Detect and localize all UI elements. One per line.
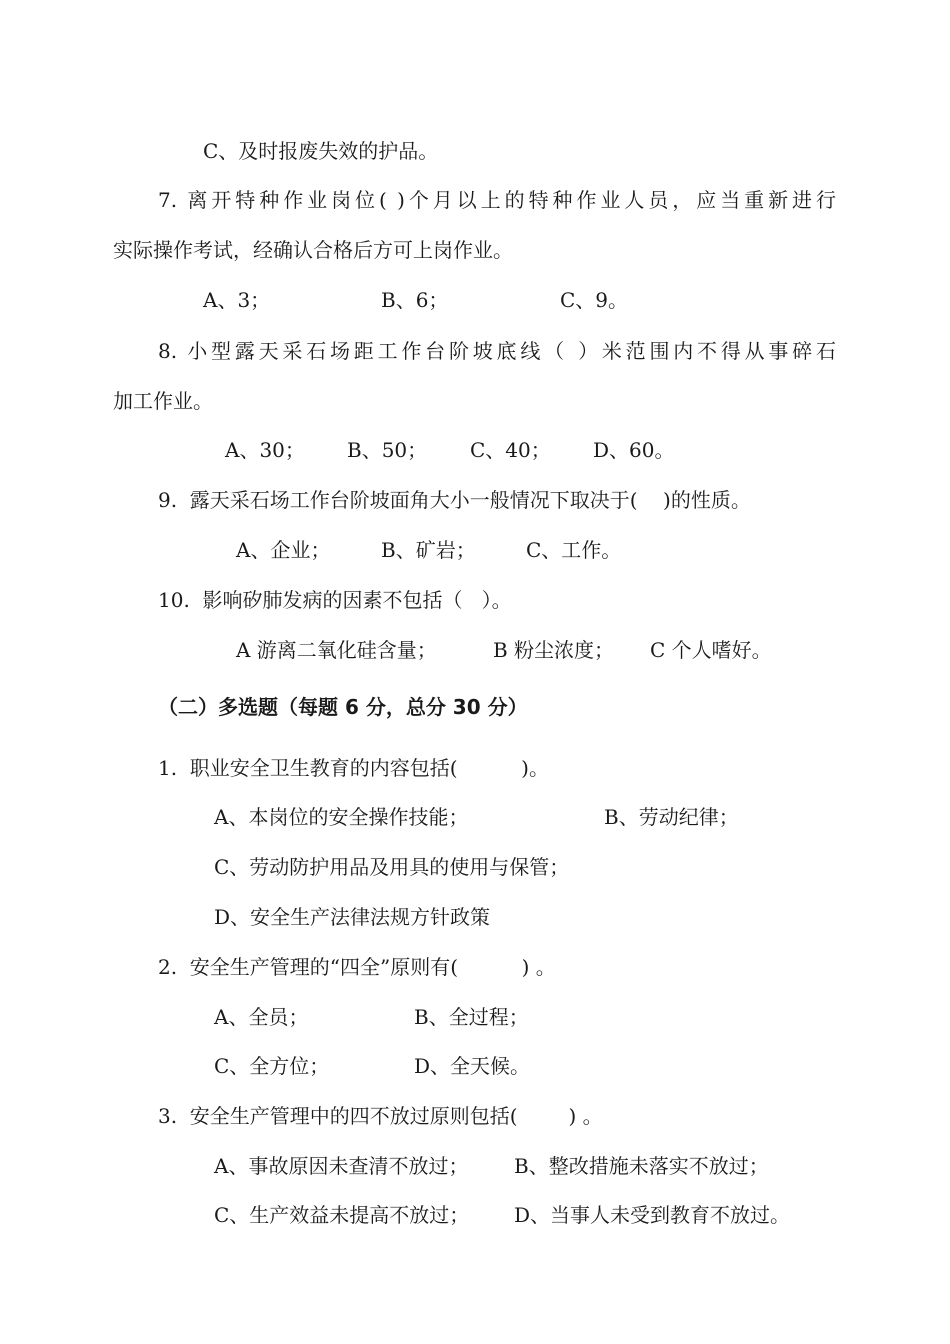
q9-option-c: C、工作。 xyxy=(526,538,622,562)
m3-stem: 3. 安全生产管理中的四不放过原则包括( ) 。 xyxy=(158,1104,603,1128)
q10-stem: 10. 影响矽肺发病的因素不包括（ ）。 xyxy=(158,588,512,612)
q8-stem-line1: 8. 小型露天采石场距工作台阶坡底线（ ）米范围内不得从事碎石 xyxy=(158,339,836,363)
q10-option-a: A 游离二氧化硅含量； xyxy=(236,638,437,662)
q9-stem: 9. 露天采石场工作台阶坡面角大小一般情况下取决于( )的性质。 xyxy=(158,488,751,512)
m3-option-a: A、事故原因未查清不放过； xyxy=(214,1154,469,1178)
q7-stem-line2: 实际操作考试，经确认合格后方可上岗作业。 xyxy=(113,238,513,262)
m3-option-d: D、当事人未受到教育不放过。 xyxy=(514,1203,791,1227)
q6-option-c: C、及时报废失效的护品。 xyxy=(203,139,439,163)
q9-option-b: B、矿岩； xyxy=(381,538,476,562)
m1-stem: 1. 职业安全卫生教育的内容包括( )。 xyxy=(158,756,549,780)
q8-option-d: D、60。 xyxy=(593,438,675,462)
m2-option-a: A、全员； xyxy=(214,1005,309,1029)
q8-option-c: C、40； xyxy=(470,438,551,462)
m1-option-a: A、本岗位的安全操作技能； xyxy=(214,805,469,829)
q10-option-c: C 个人嗜好。 xyxy=(650,638,772,662)
q7-option-a: A、3； xyxy=(203,288,271,312)
m2-option-c: C、全方位； xyxy=(214,1054,330,1078)
section-title-multiple-choice: （二）多选题（每题 6 分，总分 30 分） xyxy=(158,695,528,719)
q8-option-b: B、50； xyxy=(347,438,428,462)
q7-option-c: C、9。 xyxy=(560,288,629,312)
q10-option-b: B 粉尘浓度； xyxy=(493,638,615,662)
m2-stem: 2. 安全生产管理的“四全”原则有( ) 。 xyxy=(158,955,556,979)
q9-option-a: A、企业； xyxy=(236,538,331,562)
m3-option-c: C、生产效益未提高不放过； xyxy=(214,1203,470,1227)
m2-option-b: B、全过程； xyxy=(414,1005,529,1029)
q8-stem-line2: 加工作业。 xyxy=(113,389,213,413)
m2-option-d: D、全天候。 xyxy=(414,1054,531,1078)
q8-option-a: A、30； xyxy=(225,438,305,462)
m1-option-d: D、安全生产法律法规方针政策 xyxy=(214,905,491,929)
q7-stem-line1: 7. 离开特种作业岗位( )个月以上的特种作业人员，应当重新进行 xyxy=(158,188,836,212)
q7-option-b: B、6； xyxy=(381,288,449,312)
m3-option-b: B、整改措施未落实不放过； xyxy=(514,1154,769,1178)
m1-option-c: C、劳动防护用品及用具的使用与保管； xyxy=(214,855,570,879)
m1-option-b: B、劳动纪律； xyxy=(604,805,739,829)
